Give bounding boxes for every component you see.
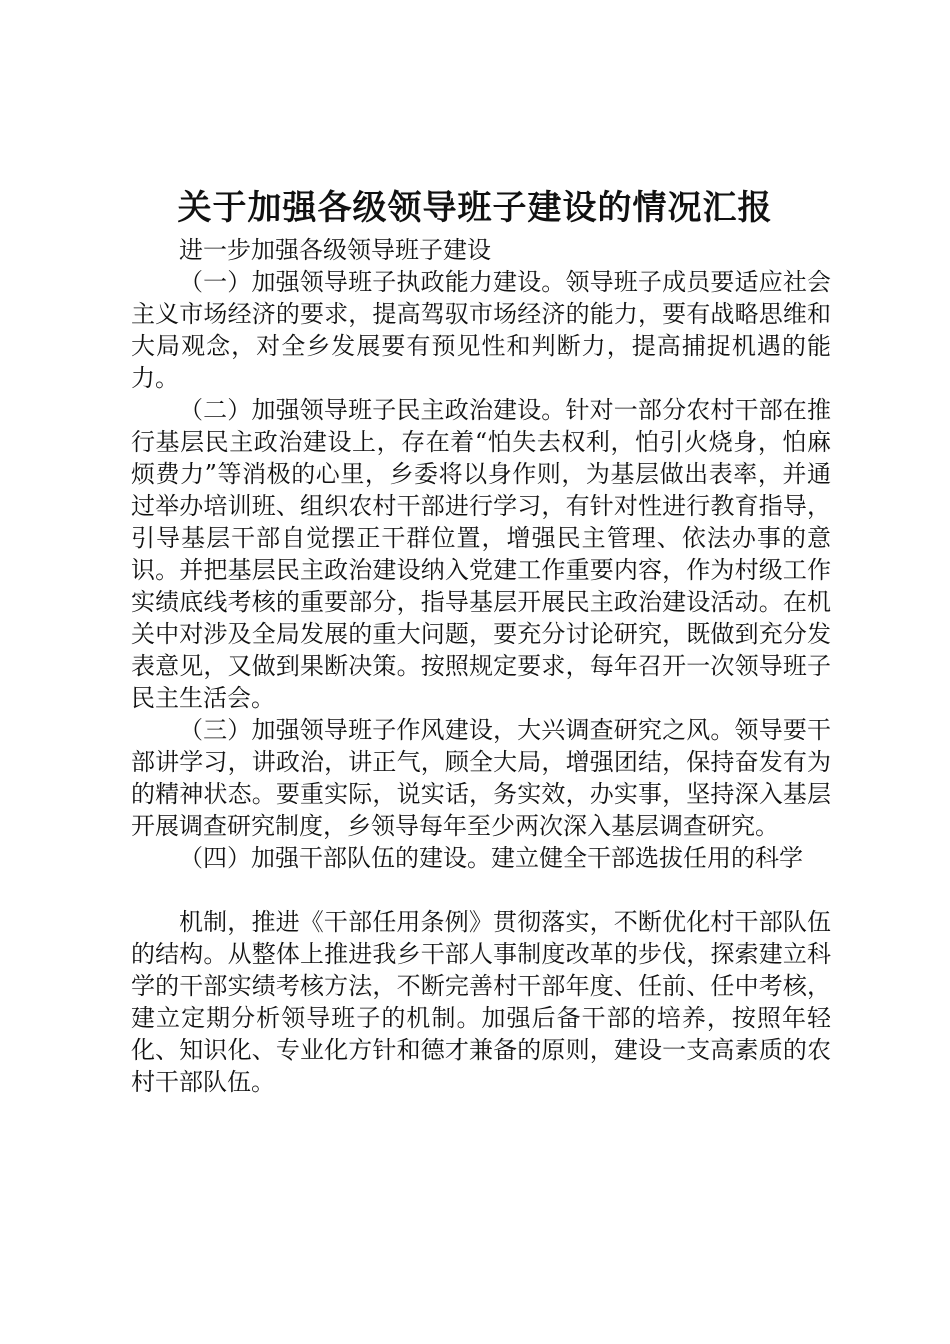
paragraph-item-4-continued: 机制，推进《干部任用条例》贯彻落实，不断优化村干部队伍的结构。从整体上推进我乡干部人事制度改革的步伐，探索建立科学的干部实绩考核方法，不断完善村干部年度、任前、任中考核，建立定期分析领导班子的机制。加强后备干部的培养，按照年轻化、知识化、专业化方针和德才兼备的原则，建设一支高素质的农村干部队伍。: [131, 908, 831, 1096]
paragraph-item-4: （四）加强干部队伍的建设。建立健全干部选拔任用的科学: [179, 844, 803, 872]
document-title: 关于加强各级领导班子建设的情况汇报: [177, 188, 773, 228]
paragraph-item-3: （三）加强领导班子作风建设，大兴调查研究之风。领导要干部讲学习，讲政治，讲正气，顾全大局，增强团结，保持奋发有为的精神状态。要重实际，说实话，务实效，办实事，坚持深入基层开展调查研究制度，乡领导每年至少两次深入基层调查研究。: [131, 716, 831, 840]
document-body: [131, 234, 831, 1098]
paragraph-item-1: （一）加强领导班子执政能力建设。领导班子成员要适应社会主义市场经济的要求，提高驾驭市场经济的能力，要有战略思维和大局观念，对全乡发展要有预见性和判断力，提高捕捉机遇的能力。: [131, 268, 831, 392]
section-heading: 进一步加强各级领导班子建设: [179, 236, 491, 264]
paragraph-item-2: （二）加强领导班子民主政治建设。针对一部分农村干部在推行基层民主政治建设上，存在着“怕失去权利，怕引火烧身，怕麻烦费力”等消极的心里，乡委将以身作则，为基层做出表率，并通过举办培训班、组织农村干部进行学习，有针对性进行教育指导，引导基层干部自觉摆正干群位置，增强民主管理、依法办事的意识。并把基层民主政治建设纳入党建工作重要内容，作为村级工作实绩底线考核的重要部分，指导基层开展民主政治建设活动。在机关中对涉及全局发展的重大问题，要充分讨论研究，既做到充分发表意见，又做到果断决策。按照规定要求，每年召开一次领导班子民主生活会。: [131, 396, 831, 712]
